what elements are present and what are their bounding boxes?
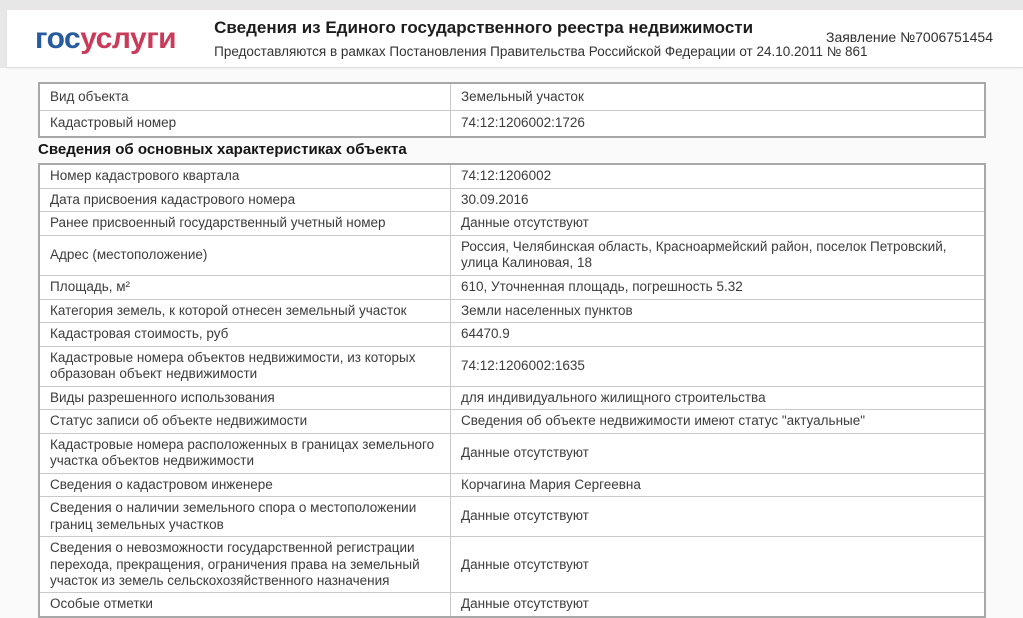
logo-part-red: услуги (80, 21, 177, 55)
document-title: Сведения из Единого государственного реестра недвижимости (214, 18, 754, 38)
row-label: Площадь, м² (40, 276, 451, 299)
section-title: Сведения об основных характеристиках объекта (38, 141, 407, 158)
row-label: Кадастровая стоимость, руб (40, 323, 451, 345)
table-row (40, 165, 984, 188)
left-strip (0, 10, 7, 68)
logo-part-blue: гос (35, 21, 81, 55)
row-value: 64470.9 (461, 326, 510, 342)
table-row (40, 84, 984, 110)
row-value: для индивидуального жилищного строительства (461, 389, 766, 405)
row-value: Земельный участок (461, 88, 584, 104)
row-value: 610, Уточненная площадь, погрешность 5.32 (461, 279, 743, 295)
gosuslugi-logo (35, 22, 176, 56)
table-row (40, 275, 984, 299)
table-row (40, 110, 984, 136)
row-label: Вид объекта (40, 84, 451, 110)
row-value: 30.09.2016 (461, 192, 529, 207)
table-row (40, 496, 984, 536)
row-value: 74:12:1206002 (461, 168, 552, 184)
row-value: Данные отсутствуют (461, 556, 589, 572)
row-label: Адрес (местоположение) (40, 236, 451, 275)
table-row (40, 433, 984, 473)
details-table (38, 163, 986, 618)
table-row (40, 346, 984, 386)
top-strip (0, 0, 1023, 10)
row-label: Ранее присвоенный государственный учетный номер (40, 212, 451, 234)
page-header (7, 10, 1023, 68)
table-row (40, 322, 984, 345)
table-row (40, 409, 984, 432)
table-row (40, 592, 984, 615)
row-label: Кадастровый номер (40, 111, 451, 136)
table-row (40, 211, 984, 234)
row-label: Виды разрешенного использования (40, 387, 451, 409)
row-label: Кадастровые номера объектов недвижимости, из которых образован объект недвижимости (40, 347, 451, 386)
row-label: Сведения о невозможности государственной регистрации перехода, прекращения, ограничения права на земельный участок из земель сельскохозяйственного назначения (40, 537, 451, 592)
row-label: Особые отметки (40, 593, 451, 615)
row-label: Сведения о кадастровом инженере (40, 474, 451, 496)
row-label: Сведения о наличии земельного спора о местоположении границ земельных участков (40, 497, 451, 536)
table-row (40, 536, 984, 592)
table-row (40, 299, 984, 322)
row-label: Кадастровые номера расположенных в границах земельного участка объектов недвижимости (40, 434, 451, 473)
summary-table (38, 82, 986, 138)
header-titles (214, 18, 867, 58)
table-row (40, 473, 984, 496)
row-value: 74:12:1206002:1635 (461, 358, 585, 374)
application-number: Заявление №7006751454 (825, 29, 993, 45)
row-value: Данные отсутствуют (461, 444, 589, 460)
table-row (40, 235, 984, 275)
row-value: Данные отсутствуют (461, 215, 589, 231)
row-value: 74:12:1206002:1726 (461, 115, 585, 131)
row-label: Статус записи об объекте недвижимости (40, 410, 451, 432)
row-value: Россия, Челябинская область, Красноармейский район, поселок Петровский, улица Калиновая, 18 (461, 238, 947, 271)
row-value: Данные отсутствуют (461, 596, 589, 612)
table-row (40, 386, 984, 409)
row-value: Сведения об объекте недвижимости имеют статус "актуальные" (461, 413, 866, 429)
row-value: Земли населенных пунктов (461, 302, 633, 318)
table-row (40, 188, 984, 211)
row-label: Дата присвоения кадастрового номера (40, 189, 451, 211)
row-label: Номер кадастрового квартала (40, 165, 451, 188)
row-value: Корчагина Мария Сергеевна (461, 476, 641, 492)
row-label: Категория земель, к которой отнесен земельный участок (40, 300, 451, 322)
document-subtitle: Предоставляются в рамках Постановления Правительства Российской Федерации от 24.10.2011 № 861 (214, 43, 868, 59)
row-value: Данные отсутствуют (461, 508, 589, 524)
